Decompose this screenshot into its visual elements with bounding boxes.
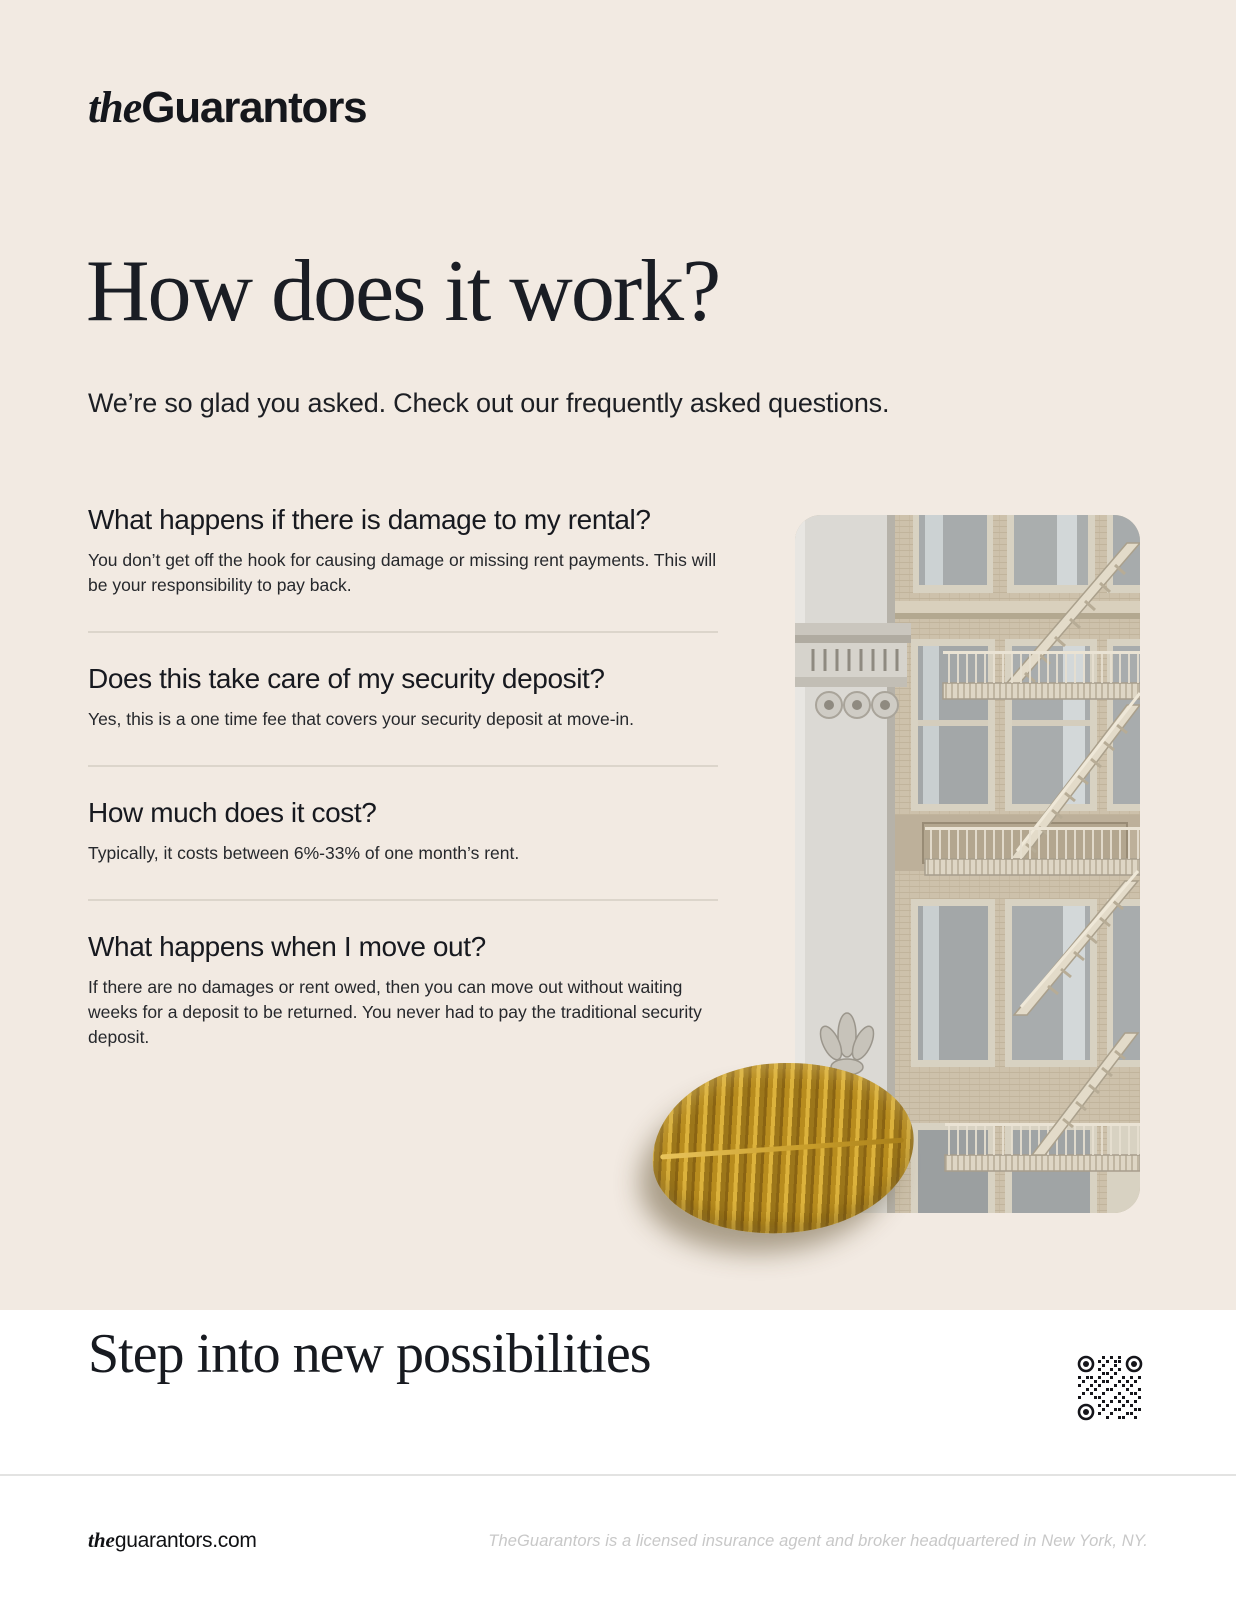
faq-answer: Typically, it costs between 6%-33% of one month’s rent. [88,843,520,863]
faq-answer: You don’t get off the hook for causing damage or missing rent payments. This will be your responsibility to pay back. [88,550,717,595]
faq-question: What happens when I move out? [88,931,486,962]
faq-question: How much does it cost? [88,797,377,828]
brand-logo-name: Guarantors [141,83,367,132]
brand-logo [88,83,367,132]
cta-headline: Step into new possibilities [88,1323,651,1385]
faq-divider [88,765,718,767]
qr-code [1077,1355,1143,1421]
qr-code-graphic [1077,1355,1143,1421]
faq-question: Does this take care of my security deposit? [88,663,605,694]
faq-item [88,795,718,901]
faq-answer: If there are no damages or rent owed, then you can move out without waiting weeks for a deposit to be returned. You never had to pay the traditional security deposit. [88,977,702,1047]
footer-site-rest: guarantors.com [114,1529,257,1552]
faq-item [88,661,718,767]
page-title: How does it work? [86,243,720,340]
page-subtitle: We’re so glad you asked. Check out our frequently asked questions. [88,388,890,418]
faq-item [88,502,718,633]
faq-answer: Yes, this is a one time fee that covers your security deposit at move-in. [88,709,635,729]
footer-site-the: the [88,1528,115,1552]
faq-divider [88,631,718,633]
footer-site-link[interactable] [88,1528,257,1553]
footer-disclaimer: TheGuarantors is a licensed insurance agent and broker headquartered in New York, NY. [488,1532,1148,1550]
brand-logo-the: the [88,83,142,132]
faq-divider [88,899,718,901]
faq-question: What happens if there is damage to my rental? [88,504,651,535]
faq-list [88,502,718,1050]
faq-item [88,929,718,1050]
footer-divider [0,1474,1236,1476]
